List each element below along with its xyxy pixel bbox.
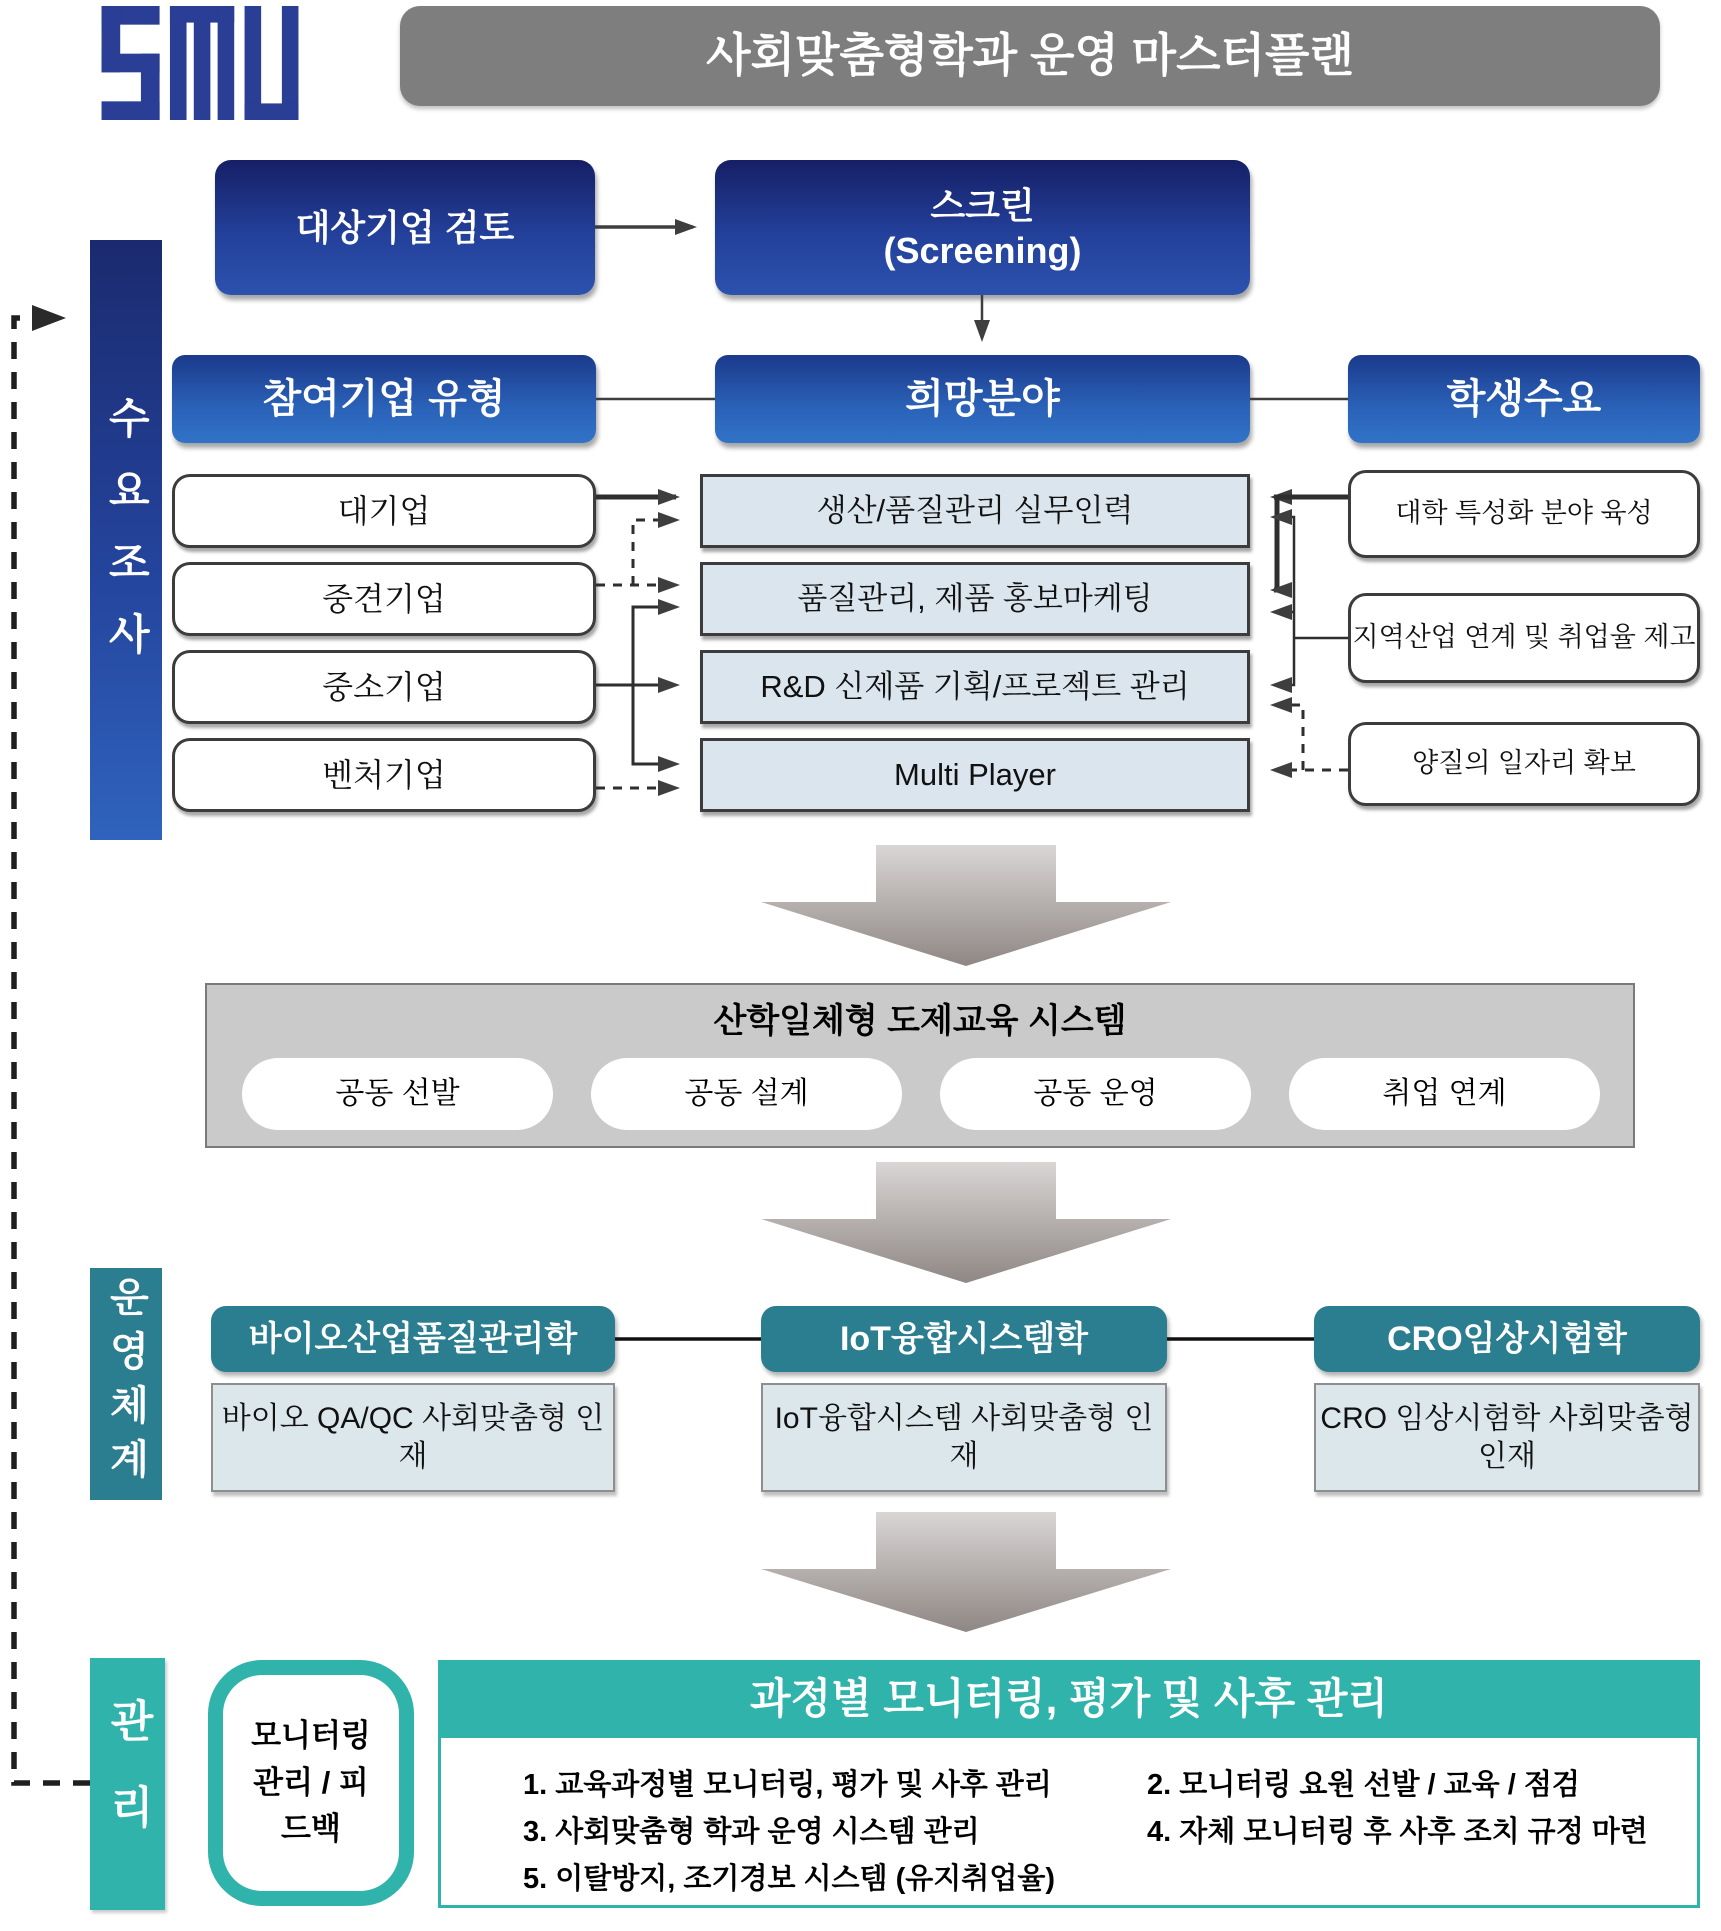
sidebar-management — [90, 1658, 165, 1910]
talent-bio-qaqc — [211, 1383, 615, 1492]
company-box-large — [172, 474, 596, 548]
talent-cro-label: CRO 임상시험학 사회맞춤형 인재 — [1320, 1402, 1694, 1473]
pill-joint-design-label: 공동 설계 — [684, 1077, 809, 1111]
header-company-type — [172, 355, 596, 443]
screening-box — [715, 160, 1250, 295]
sidebar-demand-survey — [90, 240, 162, 840]
talent-iot — [761, 1383, 1167, 1492]
management-item: 4. 자체 모니터링 후 사후 조치 규정 마련 — [1147, 1816, 1648, 1848]
management-item: 3. 사회맞춤형 학과 운영 시스템 관리 — [523, 1816, 980, 1848]
dept-cro-clinical-label: CRO임상시험학 — [1387, 1319, 1627, 1358]
header-company-type-label: 참여기업 유형 — [262, 377, 506, 421]
management-panel-header — [438, 1660, 1700, 1738]
pill-joint-operation — [940, 1058, 1251, 1130]
field-box-production-qc-label: 생산/품질관리 실무인력 — [816, 492, 1134, 528]
management-item: 1. 교육과정별 모니터링, 평가 및 사후 관리 — [523, 1769, 1052, 1801]
big-down-arrow — [761, 1162, 1171, 1283]
need-box-specialization — [1348, 470, 1700, 558]
need-box-quality-jobs — [1348, 722, 1700, 806]
dept-iot-systems — [761, 1306, 1167, 1372]
talent-bio-qaqc-label: 바이오 QA/QC 사회맞춤형 인재 — [221, 1402, 605, 1473]
need-box-regional-industry-label: 지역산업 연계 및 취업율 제고 — [1352, 622, 1696, 653]
pill-joint-design — [591, 1058, 902, 1130]
dept-bio-quality-label: 바이오산업품질관리학 — [248, 1319, 578, 1358]
talent-iot-label: IoT융합시스템 사회맞춤형 인재 — [774, 1402, 1154, 1473]
field-box-qc-marketing — [700, 562, 1250, 636]
company-box-large-label: 대기업 — [337, 493, 431, 529]
talent-cro — [1314, 1383, 1700, 1492]
company-box-venture — [172, 738, 596, 812]
sidebar-management-label: 관리 — [103, 1698, 152, 1870]
apprenticeship-panel — [205, 983, 1635, 1148]
field-box-qc-marketing-label: 품질관리, 제품 홍보마케팅 — [797, 580, 1153, 616]
company-box-midsize — [172, 562, 596, 636]
company-box-small-label: 중소기업 — [322, 669, 446, 705]
page-title — [400, 6, 1660, 106]
big-down-arrow — [761, 845, 1171, 966]
field-box-rnd-project — [700, 650, 1250, 724]
company-box-small — [172, 650, 596, 724]
management-panel-title: 과정별 모니터링, 평가 및 사후 관리 — [749, 1674, 1389, 1722]
field-box-rnd-project-label: R&D 신제품 기획/프로젝트 관리 — [760, 668, 1190, 704]
pill-joint-selection — [242, 1058, 553, 1130]
sidebar-demand-survey-label: 수요조사 — [103, 396, 151, 684]
field-box-production-qc — [700, 474, 1250, 548]
target-company-review-label: 대상기업 검토 — [295, 207, 515, 248]
company-box-midsize-label: 중견기업 — [322, 581, 446, 617]
sidebar-operation-system-label: 운영체계 — [104, 1276, 148, 1492]
need-box-specialization-label: 대학 특성화 분야 육성 — [1395, 498, 1653, 529]
dept-cro-clinical — [1314, 1306, 1700, 1372]
header-hope-field-label: 희망분야 — [905, 377, 1060, 421]
header-student-demand — [1348, 355, 1700, 443]
pill-joint-selection-label: 공동 선발 — [335, 1077, 460, 1111]
dept-bio-quality — [211, 1306, 615, 1372]
field-box-multi-player — [700, 738, 1250, 812]
field-box-multi-player-label: Multi Player — [894, 756, 1056, 792]
screening-label-ko: 스크린 — [930, 184, 1035, 226]
header-hope-field — [715, 355, 1250, 443]
target-company-review-box — [215, 160, 595, 295]
monitoring-feedback-box — [208, 1660, 414, 1906]
pill-employment-link-label: 취업 연계 — [1382, 1077, 1507, 1111]
header-student-demand-label: 학생수요 — [1446, 377, 1602, 421]
sidebar-operation-system — [90, 1268, 162, 1500]
management-panel-body — [438, 1738, 1700, 1908]
dept-iot-systems-label: IoT융합시스템학 — [839, 1319, 1089, 1358]
need-box-regional-industry — [1348, 593, 1700, 683]
apprenticeship-title-text: 산학일체형 도제교육 시스템 — [713, 1001, 1127, 1040]
pill-joint-operation-label: 공동 운영 — [1033, 1077, 1158, 1111]
management-item: 5. 이탈방지, 조기경보 시스템 (유지취업율) — [523, 1863, 1056, 1895]
page-title-text: 사회맞춤형학과 운영 마스터플랜 — [706, 29, 1354, 82]
apprenticeship-panel-title — [207, 997, 1633, 1045]
smu-logo-icon — [100, 6, 300, 120]
company-box-venture-label: 벤처기업 — [322, 757, 446, 793]
screening-label-en: (Screening) — [883, 229, 1082, 271]
pill-employment-link — [1289, 1058, 1600, 1130]
management-item: 2. 모니터링 요원 선발 / 교육 / 점검 — [1147, 1769, 1580, 1801]
monitoring-feedback-label: 모니터링 관리 / 피드백 — [251, 1718, 371, 1847]
big-down-arrow — [761, 1512, 1171, 1632]
need-box-quality-jobs-label: 양질의 일자리 확보 — [1412, 748, 1636, 779]
